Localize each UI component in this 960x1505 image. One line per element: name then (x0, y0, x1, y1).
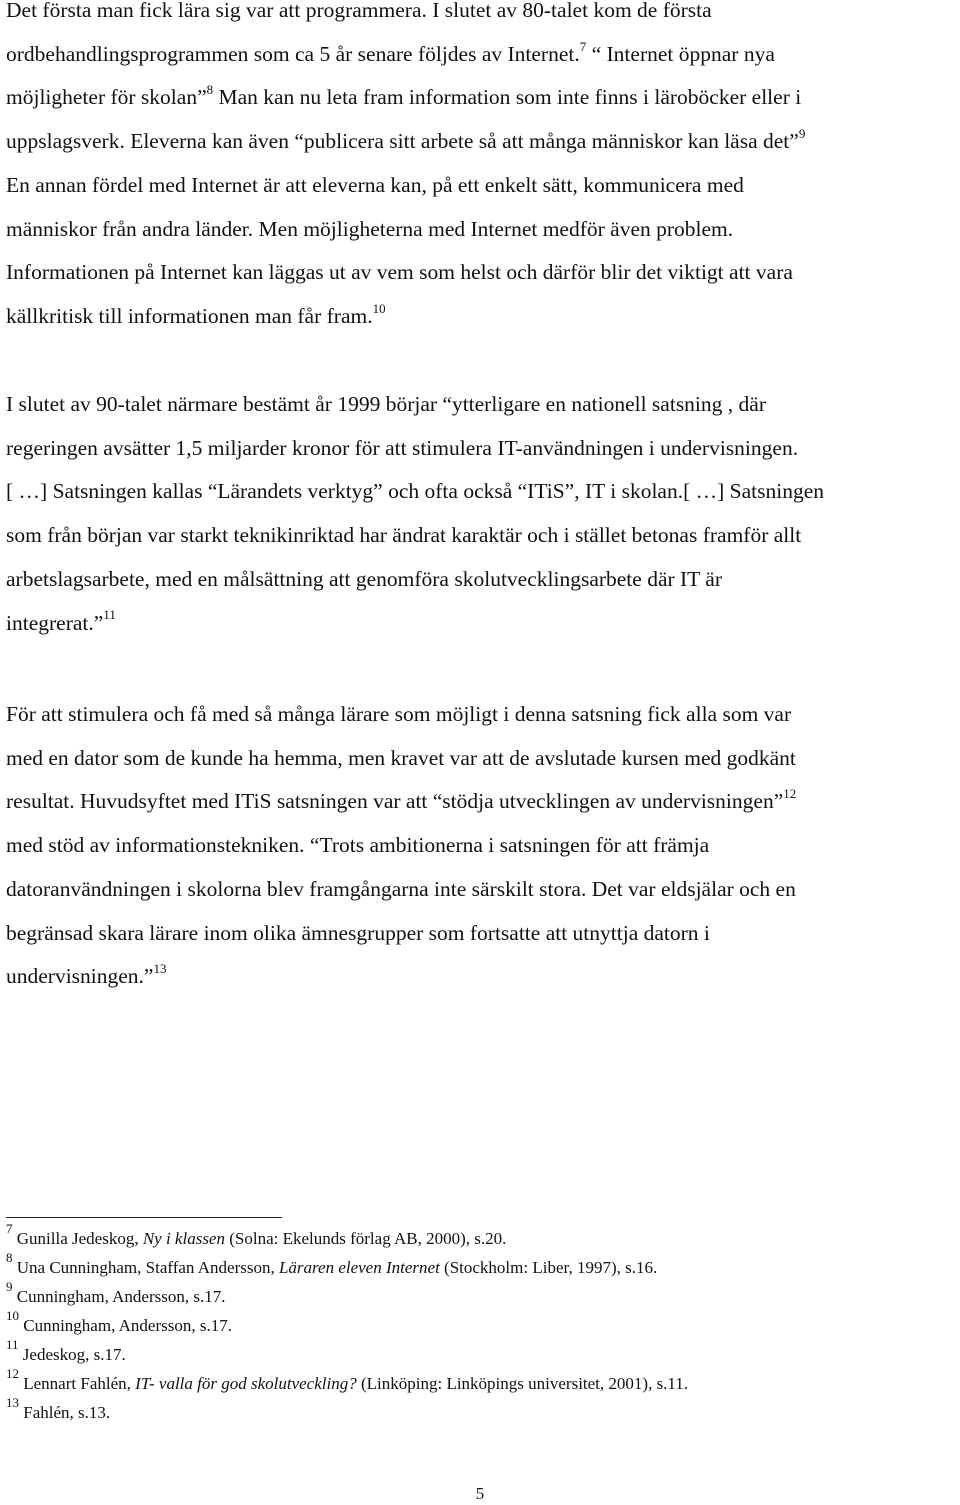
text-line: ordbehandlingsprogrammen som ca 5 år senare följdes av Internet.$^7$ “ Internet öppnar nya (6, 38, 775, 66)
text-line: människor från andra länder. Men möjligheterna med Internet medför även problem. (6, 216, 734, 241)
footnote: $^9$ Cunningham, Andersson, s.17. (6, 1279, 226, 1306)
footnote-ref: 9 (798, 125, 806, 141)
text-line: [ …] Satsningen kallas “Lärandets verktyg” och ofta också “ITiS”, IT i skolan.[ …] Satsningen (6, 479, 825, 504)
footnote-ref: 7 (579, 38, 587, 54)
text-line: I slutet av 90-talet närmare bestämt år 1999 börjar “ytterligare en nationell satsning , där (6, 392, 766, 416)
text-line: undervisningen.”$^{13}$ (6, 961, 167, 989)
text-line: datoranvändningen i skolorna blev framgångarna inte särskilt stora. Det var eldsjälar och en (6, 876, 796, 901)
footnote-ref: 8 (206, 82, 214, 98)
footnote-ref: 13 (153, 961, 167, 977)
footnote: $^{11}$ Jedeskog, s.17. (6, 1337, 126, 1364)
text-line: begränsad skara lärare inom olika ämnesgrupper som fortsatte att utnyttja datorn i (6, 920, 710, 945)
paragraph-3 (6, 693, 958, 999)
footnote: $^7$ Gunilla Jedeskog, Ny i klassen (Solna: Ekelunds förlag AB, 2000), s.20. (6, 1221, 507, 1248)
page-number: 5 (475, 1484, 485, 1503)
footnote-ref: 12 (783, 786, 797, 802)
text-line: Informationen på Internet kan läggas ut av vem som helst och därför blir det viktigt att vara (6, 260, 793, 285)
footnote-ref: 10 (372, 300, 386, 316)
text-line: För att stimulera och få med så många lärare som möjligt i denna satsning fick alla som var (6, 702, 792, 726)
text-line: uppslagsverk. Eleverna kan även “publicera sitt arbete så att många människor kan läsa det”$^9$ (6, 125, 806, 154)
paragraph-2 (6, 383, 958, 645)
footnote: $^{12}$ Lennart Fahlén, IT- valla för god skolutveckling? (Linköping: Linköpings universitet, 2001), s.11. (6, 1366, 689, 1393)
text-line: arbetslagsarbete, med en målsättning att genomföra skolutvecklingsarbete där IT är (6, 566, 723, 591)
footnote: $^{10}$ Cunningham, Andersson, s.17. (6, 1308, 232, 1335)
text-line: regeringen avsätter 1,5 miljarder kronor för att stimulera IT-användningen i undervisningen. (6, 435, 799, 460)
text-line: möjligheter för skolan”$^8$ Man kan nu leta fram information som inte finns i läroböcker eller i (6, 82, 802, 110)
text-line: En annan fördel med Internet är att eleverna kan, på ett enkelt sätt, kommunicera med (6, 172, 744, 197)
footnote-ref: 11 (103, 607, 116, 623)
footnote: $^8$ Una Cunningham, Staffan Andersson, Läraren eleven Internet (Stockholm: Liber, 1997), s.16. (6, 1250, 658, 1277)
footnote: $^{13}$ Fahlén, s.13. (6, 1395, 111, 1422)
text-line: källkritisk till informationen man får fram.$^{10}$ (6, 300, 386, 328)
text-line: med en dator som de kunde ha hemma, men kravet var att de avslutade kursen med godkänt (6, 745, 796, 770)
text-line: integrerat.”$^{11}$ (6, 607, 116, 635)
footnote-divider (6, 1217, 282, 1218)
text-line: som från början var starkt teknikinriktad har ändrat karaktär och i stället betonas framför allt (6, 523, 802, 548)
text-line: resultat. Huvudsyftet med ITiS satsningen var att “stödja utvecklingen av undervisningen”$^{12}$ (6, 786, 797, 814)
footnotes (6, 1221, 956, 1427)
text-line: med stöd av informationstekniken. “Trots ambitionerna i satsningen för att främja (6, 833, 710, 858)
paragraph-1 (6, 0, 958, 339)
text-line: Det första man fick lära sig var att programmera. I slutet av 80-talet kom de första (6, 0, 712, 22)
